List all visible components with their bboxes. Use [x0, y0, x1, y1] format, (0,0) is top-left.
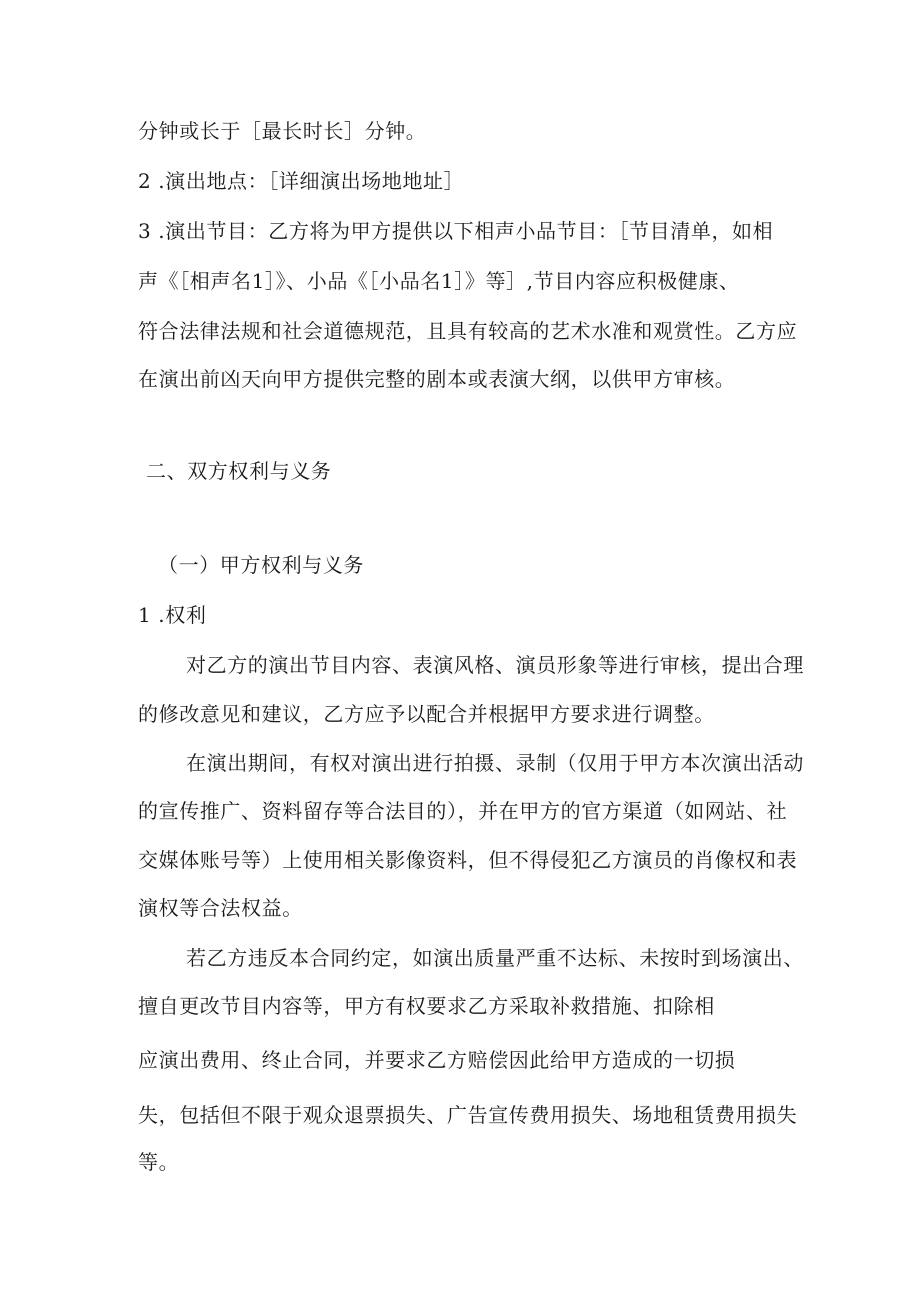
paragraph-line: 擅自更改节目内容等，甲方有权要求乙方采取补救措施、扣除相 [138, 994, 715, 1018]
paragraph-line: 分钟或长于［最长时长］分钟。 [138, 119, 427, 143]
paragraph-line: 声《［相声名1］》、小品《［小品名1］》等］,节目内容应积极健康、 [138, 269, 740, 293]
paragraph-line: 的宣传推广、资料留存等合法目的），并在甲方的官方渠道（如网站、社 [138, 799, 788, 823]
paragraph-line: 失，包括但不限于观众退票损失、广告宣传费用损失、场地租赁费用损失 [138, 1103, 798, 1127]
paragraph-line: 对乙方的演出节目内容、表演风格、演员形象等进行审核，提出合理 [186, 653, 804, 677]
paragraph-line: 交媒体账号等）上使用相关影像资料，但不得侵犯乙方演员的肖像权和表 [138, 848, 798, 872]
paragraph-line: 符合法律法规和社会道德规范，且具有较高的艺术水准和观赏性。乙方应 [138, 319, 798, 343]
paragraph-line: 演权等合法权益。 [138, 896, 303, 920]
paragraph-line: 等。 [138, 1150, 180, 1174]
paragraph-line: 若乙方违反本合同约定，如演出质量严重不达标、未按时到场演出、 [186, 946, 804, 970]
paragraph-line: 应演出费用、终止合同，并要求乙方赔偿因此给甲方造成的一切损 [138, 1048, 736, 1072]
list-item-venue: 2 .演出地点：［详细演出场地地址］ [138, 169, 465, 193]
subsection-heading: （一）甲方权利与义务 [158, 553, 364, 577]
list-item-rights: 1 .权利 [138, 603, 207, 627]
list-item-program: 3 .演出节目：乙方将为甲方提供以下相声小品节目：［节目清单，如相 [138, 219, 774, 243]
paragraph-line: 在演出期间，有权对演出进行拍摄、录制（仅用于甲方本次演出活动 [186, 751, 804, 775]
paragraph-line: 在演出前凶天向甲方提供完整的剧本或表演大纲，以供甲方审核。 [138, 367, 736, 391]
paragraph-line: 的修改意见和建议，乙方应予以配合并根据甲方要求进行调整。 [138, 702, 715, 726]
section-heading: 二、双方权利与义务 [146, 459, 332, 483]
